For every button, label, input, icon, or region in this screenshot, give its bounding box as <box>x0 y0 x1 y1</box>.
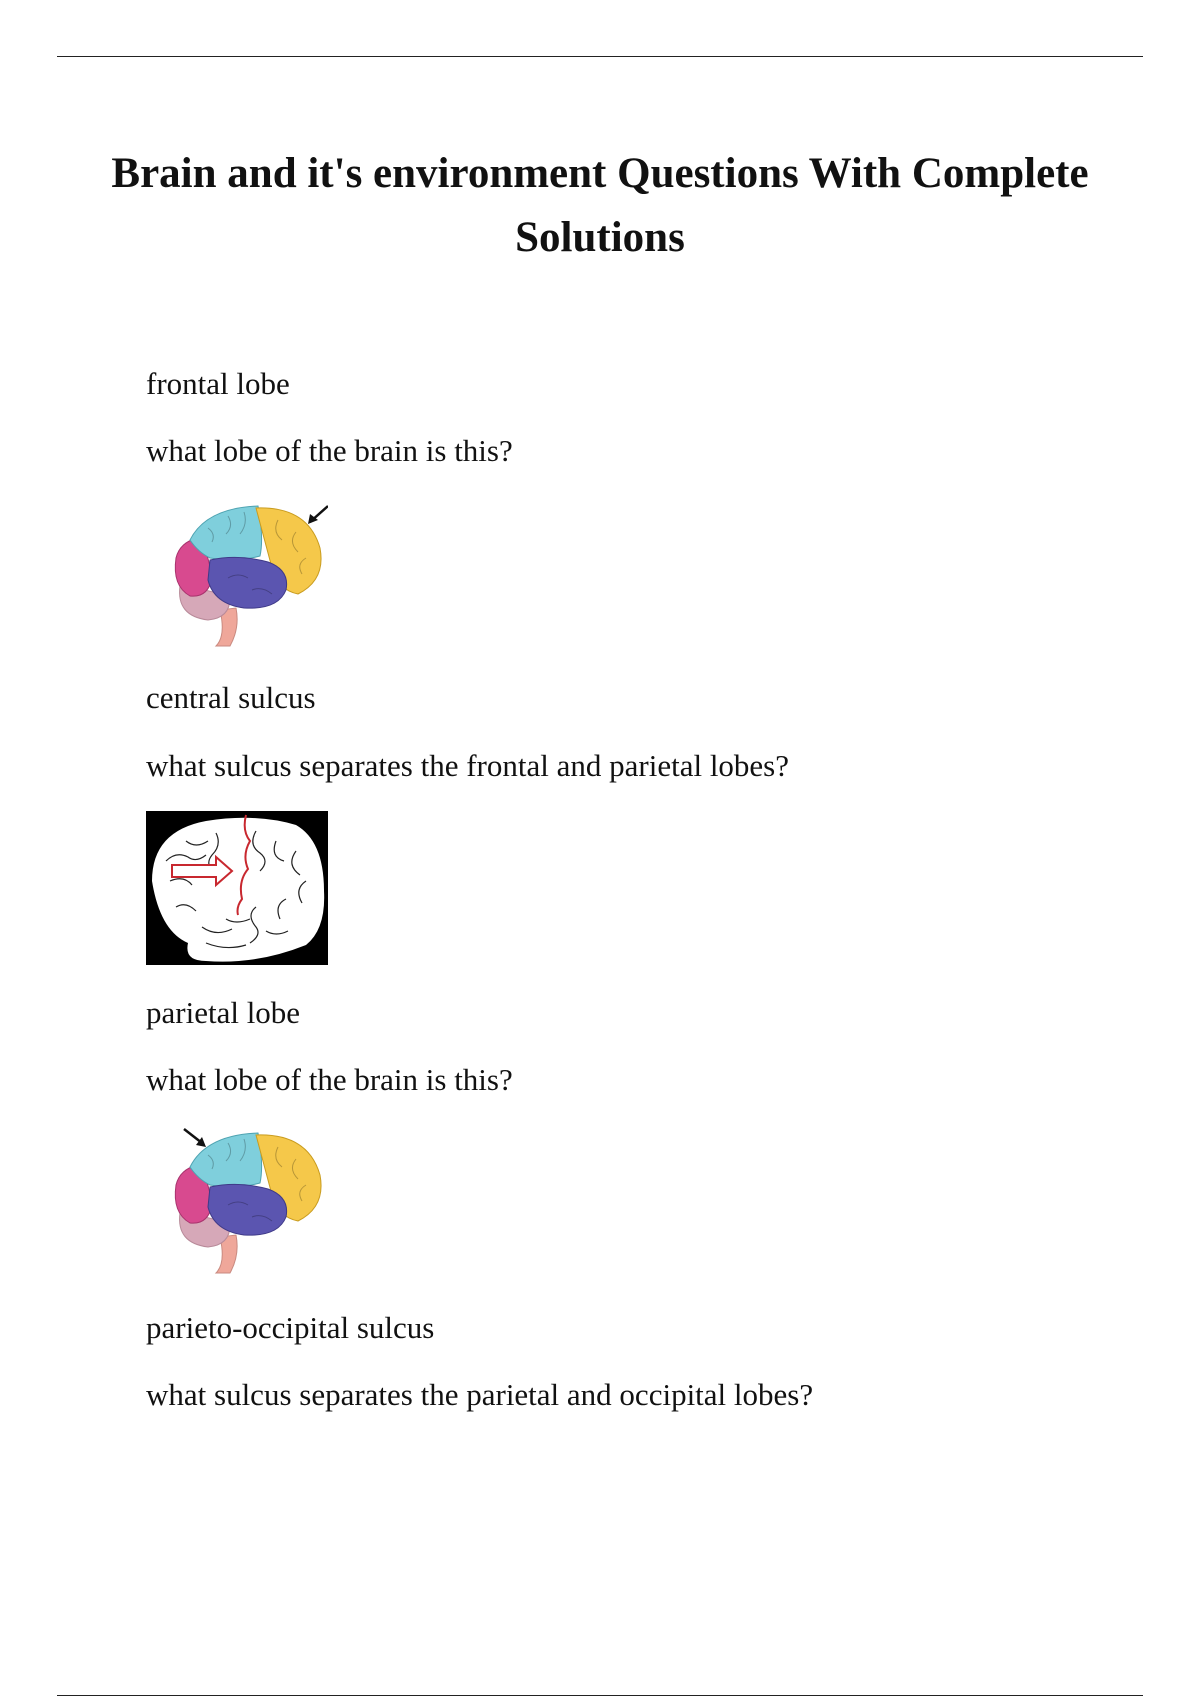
brain-lobes-color-icon <box>168 498 328 653</box>
question-text-3: what lobe of the brain is this? <box>146 1062 513 1097</box>
page-title: Brain and it's environment Questions With Complete Solutions <box>111 150 1089 261</box>
bottom-rule <box>57 1695 1143 1696</box>
question-text-2: what sulcus separates the frontal and parietal lobes? <box>146 748 790 783</box>
question-text-4: what sulcus separates the parietal and occipital lobes? <box>146 1377 814 1412</box>
brain-lobes-color-icon <box>168 1125 328 1280</box>
answer-text-1: frontal lobe <box>146 366 290 401</box>
answer-text-3: parietal lobe <box>146 995 301 1030</box>
question-text-1: what lobe of the brain is this? <box>146 433 513 468</box>
top-rule <box>57 56 1143 57</box>
brain-sulcus-line-icon <box>146 811 328 970</box>
answer-text-4: parieto-occipital sulcus <box>146 1310 435 1345</box>
answer-text-2: central sulcus <box>146 680 316 715</box>
